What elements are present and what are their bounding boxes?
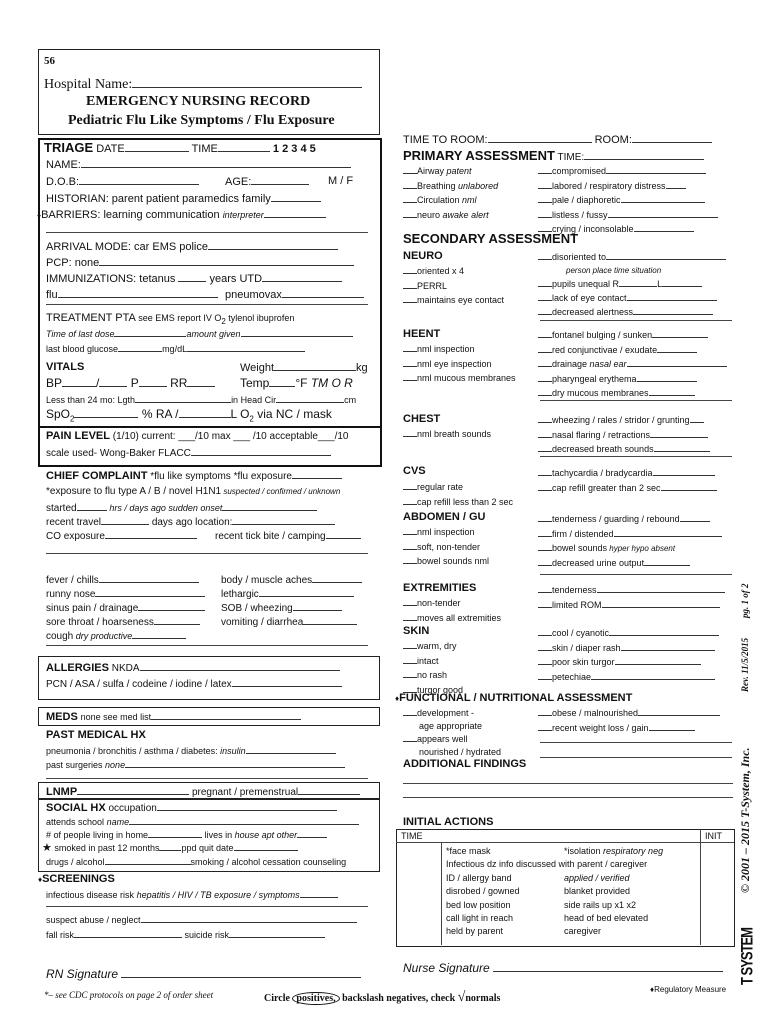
regulatory-diamond-icon: ♦ (37, 211, 42, 220)
pcn-allergy-field[interactable]: PCN / ASA / sulfa / codeine / iodine / latex (46, 677, 342, 690)
historian-field[interactable]: HISTORIAN: parent patient paramedics family (46, 192, 321, 205)
primary-left-list[interactable]: Airway patent Breathing unlabored Circulation nml neuro awake alert (403, 164, 498, 222)
star-icon: ★ (42, 842, 52, 854)
spo2-field[interactable]: SpO$_2$ % RA / L $O_2$ via NC / mask (46, 407, 332, 424)
cdc-note: *– see CDC protocols on page 2 of order sheet (44, 990, 214, 1000)
sex-select[interactable]: M / F (328, 175, 354, 187)
development-field[interactable]: development - age appropriate appears well nourished / hydrated (403, 706, 501, 758)
fall-risk-field[interactable]: fall risk suicide risk (46, 928, 325, 940)
abdomen-left-list[interactable]: nml inspection soft, non-tender bowel sounds nml (403, 525, 489, 569)
pneumovax-field[interactable]: pneumovax (225, 288, 364, 301)
neuro-right-list[interactable]: disoriented to person place time situation pupils unequal R L lack of eye contact decreased alertness (538, 250, 726, 319)
pmh-list-field[interactable]: pneumonia / bronchitis / asthma / diabetes: insulin (46, 744, 336, 756)
chief-complaint-row[interactable]: CHIEF COMPLAINT *flu like symptoms *flu exposure (46, 469, 342, 482)
meds-field[interactable]: MEDS none see med list (46, 710, 301, 723)
flu-exposure-type-field[interactable]: *exposure to flu type A / B / novel H1N1 suspected / confirmed / unknown (46, 486, 341, 497)
pain-scale-field[interactable]: scale used- Wong-Baker FLACC (46, 446, 331, 459)
hospital-name-label: Hospital Name: (44, 75, 362, 93)
age-field[interactable]: AGE: (225, 175, 309, 188)
arrival-mode-field[interactable]: ARRIVAL MODE: car EMS police (46, 240, 338, 253)
barriers-field[interactable]: ♦BARRIERS: learning communication interpreter (37, 208, 326, 221)
nutrition-right-list[interactable]: obese / malnourished recent weight loss / gain (538, 706, 720, 735)
treatment-pta-row[interactable]: TREATMENT PTA see EMS report IV $O_2$ tylenol ibuprofen (46, 312, 295, 327)
length-head-field[interactable]: Less than 24 mo: Lgth in Head Cir cm (46, 395, 357, 405)
skin-label: SKIN (403, 625, 430, 637)
action-row[interactable]: call light in reach head of bed elevated (446, 913, 649, 924)
action-row[interactable]: disrobed / gowned blanket provided (446, 886, 631, 897)
action-row[interactable]: held by parent caregiver (446, 926, 602, 937)
cvs-label: CVS (403, 465, 426, 477)
blood-glucose-field[interactable]: last blood glucose mg/dL (46, 342, 305, 354)
vitals-label: VITALS (46, 361, 85, 373)
primary-right-list[interactable]: compromised labored / respiratory distress pale / diaphoretic listless / fussy crying / inconsolable (538, 164, 718, 237)
additional-findings-label: ADDITIONAL FINDINGS (403, 758, 527, 770)
past-surgeries-field[interactable]: past surgeries none (46, 758, 345, 770)
check-icon: √ (457, 990, 466, 1005)
page-title: EMERGENCY NURSING RECORD (86, 94, 311, 109)
primary-assessment-row[interactable]: PRIMARY ASSESSMENT TIME: (403, 148, 704, 163)
initial-actions-rows[interactable] (446, 845, 663, 939)
dob-field[interactable]: D.O.B: (46, 175, 199, 188)
time-to-room-field[interactable]: TIME TO ROOM: ROOM: (403, 133, 712, 146)
regulatory-diamond-icon: ♦ (395, 694, 400, 703)
allergies-field[interactable]: ALLERGIES NKDA (46, 661, 340, 674)
neuro-left-list[interactable]: oriented x 4 PERRL maintains eye contact (403, 264, 504, 308)
name-field[interactable]: NAME: (46, 158, 351, 171)
bp-field[interactable]: BP / P RR (46, 376, 215, 390)
smoked-field[interactable]: ★ smoked in past 12 months ppd quit date (42, 841, 298, 854)
extremities-left-list[interactable]: non-tender moves all extremities (403, 596, 501, 625)
abdomen-label: ABDOMEN / GU (403, 511, 486, 523)
pain-level-field[interactable]: PAIN LEVEL (1/10) current: ___/10 max ___ /10 acceptable___/10 (46, 430, 349, 442)
cvs-left-list[interactable]: regular rate cap refill less than 2 sec (403, 480, 513, 509)
cvs-right-list[interactable]: tachycardia / bradycardia cap refill greater than 2 sec (538, 466, 717, 495)
tick-bite-field[interactable]: recent tick bite / camping (215, 529, 361, 542)
extremities-right-list[interactable]: tenderness limited ROM (538, 583, 725, 612)
pcp-field[interactable]: PCP: none (46, 256, 354, 269)
t-system-logo: T SYSTEM (737, 927, 757, 985)
symptoms-left-list[interactable]: fever / chills runny nose sinus pain / drainage sore throat / hoarseness cough dry productive (46, 573, 205, 643)
regulatory-diamond-icon: ♦ (38, 875, 43, 884)
triage-label: TRIAGE (44, 140, 94, 155)
recent-travel-field[interactable]: recent travel days ago location: (46, 515, 335, 528)
page-indicator: pg. 1 of 2 (740, 583, 750, 618)
revision-date: Rev. 11/5/2015 (740, 637, 750, 692)
page-subtitle: Pediatric Flu Like Symptoms / Flu Exposure (68, 113, 335, 128)
regulatory-diamond-icon: ♦ (650, 985, 655, 994)
time-last-dose-field[interactable]: Time of last dose amount given (46, 327, 353, 339)
chest-right-list[interactable]: wheezing / rales / stridor / grunting nasal flaring / retractions decreased breath sounds (538, 413, 710, 457)
heent-left-list[interactable]: nml inspection nml eye inspection nml mucous membranes (403, 342, 516, 386)
heent-right-list[interactable]: fontanel bulging / sunken red conjunctivae / exudate drainage nasal ear pharyngeal erythema dry mucous membranes (538, 328, 727, 401)
co-exposure-field[interactable]: CO exposure (46, 529, 197, 542)
copyright-text: © 2001 – 2015 T-System, Inc. (738, 747, 752, 893)
time-column-header: TIME (401, 831, 423, 841)
secondary-assessment-title: SECONDARY ASSESSMENT (403, 231, 579, 246)
nurse-signature-field[interactable]: Nurse Signature (403, 961, 723, 975)
temp-field[interactable]: Temp °F TM O R (240, 376, 353, 390)
suspect-abuse-field[interactable]: suspect abuse / neglect (46, 913, 357, 925)
positives-circle: positives, (292, 992, 339, 1005)
heent-label: HEENT (403, 328, 441, 340)
skin-right-list[interactable]: cool / cyanotic skin / diaper rash poor skin turgor petechiae (538, 626, 719, 684)
action-row[interactable]: bed low position side rails up x1 x2 (446, 899, 637, 910)
neuro-label: NEURO (403, 250, 443, 262)
skin-left-list[interactable]: warm, dry intact no rash turgor good (403, 639, 463, 697)
action-row[interactable]: Infectious dz info discussed with parent / caregiver (446, 859, 648, 870)
triage-levels[interactable]: 1 2 3 4 5 (272, 143, 316, 155)
init-column-header: INIT (705, 831, 722, 841)
weight-field[interactable]: Weight kg (240, 362, 368, 374)
social-hx-row[interactable]: SOCIAL HX occupation (46, 801, 337, 814)
immunizations-field[interactable]: IMMUNIZATIONS: tetanus years UTD (46, 272, 342, 285)
abdomen-right-list[interactable]: tenderness / guarding / rebound firm / distended bowel sounds hyper hypo absent decreased urine output (538, 512, 722, 570)
footer-instructions: Circle positives, backslash negatives, check √normals (264, 990, 501, 1005)
triage-row: TRIAGE DATE TIME 1 2 3 4 5 (44, 140, 316, 155)
started-field[interactable]: started hrs / days ago sudden onset (46, 501, 317, 514)
chest-left-field[interactable]: nml breath sounds (403, 427, 491, 439)
initial-actions-label: INITIAL ACTIONS (403, 816, 494, 828)
flu-field[interactable]: flu (46, 288, 218, 301)
people-home-field[interactable]: # of people living in home lives in house apt other (46, 828, 327, 840)
extremities-label: EXTREMITIES (403, 582, 477, 594)
page-number: 56 (44, 55, 55, 67)
rn-signature-field[interactable]: RN Signature (46, 967, 361, 981)
action-row[interactable]: *face mask *isolation respiratory neg (446, 846, 664, 856)
functional-label: ♦FUNCTIONAL / NUTRITIONAL ASSESSMENT (395, 692, 633, 704)
lnmp-field[interactable]: LNMP pregnant / premenstrual (46, 785, 360, 798)
symptoms-right-list[interactable]: body / muscle aches lethargic SOB / wheezing vomiting / diarrhea (221, 573, 362, 629)
chest-label: CHEST (403, 413, 441, 425)
pmh-label: PAST MEDICAL HX (46, 729, 146, 741)
screenings-label: ♦SCREENINGS (38, 873, 115, 885)
infectious-risk-field[interactable]: infectious disease risk hepatitis / HIV / TB exposure / symptoms (46, 888, 338, 900)
action-row[interactable]: ID / allergy band applied / verified (446, 872, 630, 883)
drugs-alcohol-field[interactable]: drugs / alcohol smoking / alcohol cessation counseling (46, 857, 347, 867)
school-field[interactable]: attends school name (46, 815, 359, 827)
regulatory-measure-note: ♦Regulatory Measure (650, 985, 727, 994)
